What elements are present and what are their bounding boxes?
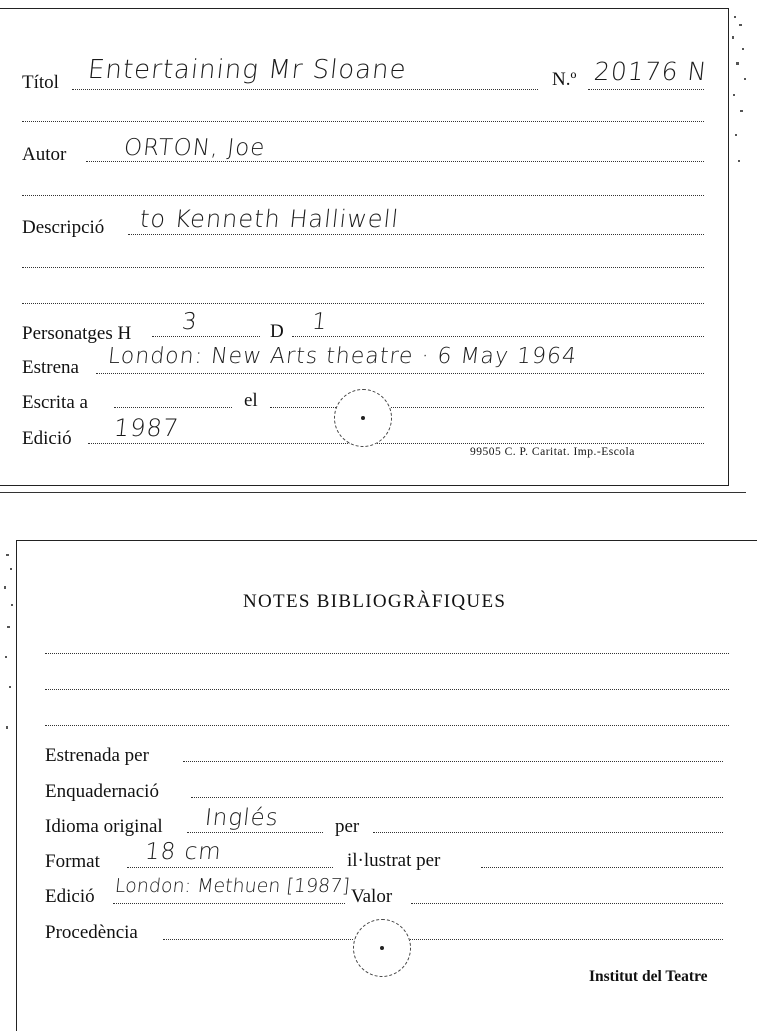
- estrena-line: [96, 373, 704, 374]
- notes-heading: NOTES BIBLIOGRÀFIQUES: [243, 591, 507, 612]
- notes-line-3: [45, 725, 729, 726]
- notes-line-2: [45, 689, 729, 690]
- edicio-line: [88, 443, 704, 444]
- blank-line-4: [22, 303, 704, 304]
- idioma-label: Idioma original: [45, 816, 163, 837]
- estrena-value: London: New Arts theatre · 6 May 1964: [106, 344, 579, 369]
- printer-imprint: 99505 C. P. Caritat. Imp.-Escola: [470, 446, 635, 458]
- idioma-line: [187, 832, 323, 833]
- edicio-label: Edició: [22, 428, 72, 449]
- autor-label: Autor: [22, 144, 67, 165]
- descripcio-value: to Kenneth Halliwell: [138, 205, 401, 233]
- titol-label: Títol: [22, 72, 59, 93]
- personatges-d-label: D: [270, 321, 284, 342]
- el-label: el: [244, 390, 258, 411]
- format-label: Format: [45, 851, 100, 872]
- autor-line: [86, 161, 704, 162]
- illustrat-label: il·lustrat per: [347, 850, 441, 871]
- valor-line: [411, 903, 723, 904]
- titol-line: [72, 89, 538, 90]
- punch-hole: [334, 389, 392, 447]
- valor-label: Valor: [351, 886, 393, 907]
- procedencia-line: [163, 939, 723, 940]
- front-catalog-card: [0, 8, 729, 486]
- descripcio-line: [128, 234, 704, 235]
- format-line: [127, 867, 333, 868]
- num-line: [588, 89, 704, 90]
- personatges-h-line: [152, 336, 260, 337]
- titol-value: Entertaining Mr Sloane: [86, 55, 409, 85]
- edicio-back-value: London: Methuen [1987]: [113, 875, 351, 897]
- num-value: 20176 N: [592, 57, 709, 86]
- institution-stamp: Institut del Teatre: [589, 968, 708, 985]
- per-label: per: [335, 816, 360, 837]
- personatges-d-value: 1: [310, 309, 330, 335]
- blank-line-1: [22, 121, 704, 122]
- num-label: N.º: [552, 69, 577, 90]
- personatges-h-value: 3: [180, 309, 200, 335]
- autor-value: ORTON, Joe: [122, 135, 267, 161]
- format-value: 18 cm: [143, 839, 224, 865]
- edicio-value: 1987: [112, 414, 181, 442]
- estrenada-line: [183, 761, 723, 762]
- notes-line-1: [45, 653, 729, 654]
- edicio-back-line: [113, 903, 345, 904]
- estrenada-label: Estrenada per: [45, 745, 149, 766]
- card-separator-line: [0, 492, 746, 493]
- back-catalog-card: [16, 540, 757, 1031]
- escrita-label: Escrita a: [22, 392, 88, 413]
- illustrat-line: [481, 867, 723, 868]
- enquadernacio-label: Enquadernació: [45, 781, 159, 802]
- blank-line-3: [22, 267, 704, 268]
- punch-hole: [353, 919, 411, 977]
- blank-line-2: [22, 195, 704, 196]
- personatges-d-line: [292, 336, 704, 337]
- scan-speckle-right: [730, 10, 750, 190]
- descripcio-label: Descripció: [22, 217, 105, 238]
- per-line: [373, 832, 723, 833]
- personatges-label: Personatges H: [22, 323, 132, 344]
- idioma-value: Inglés: [203, 805, 281, 831]
- enquadernacio-line: [191, 797, 723, 798]
- escrita-line: [114, 407, 232, 408]
- estrena-label: Estrena: [22, 357, 79, 378]
- scan-speckle-left: [2, 546, 16, 766]
- edicio-back-label: Edició: [45, 886, 95, 907]
- procedencia-label: Procedència: [45, 922, 138, 943]
